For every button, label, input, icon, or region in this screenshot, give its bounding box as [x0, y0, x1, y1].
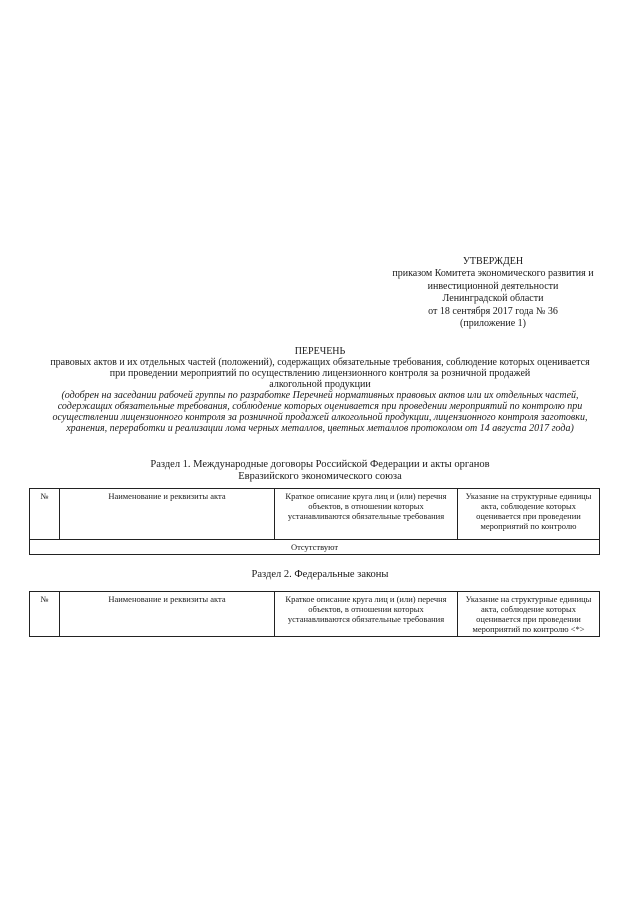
col-structural-units-header: Указание на структурные единицы акта, соблюдение которых оценивается при проведении мероприятий по контролю	[458, 489, 600, 540]
approval-stamp	[370, 256, 616, 330]
document-subtitle: алкогольной продукции	[269, 379, 371, 390]
approval-title: УТВЕРЖДЕН	[462, 256, 524, 267]
document-title: ПЕРЕЧЕНЬ	[294, 346, 346, 357]
col-act-name-header: Наименование и реквизиты акта	[60, 592, 275, 637]
table-row	[30, 540, 600, 555]
section-1-table	[29, 488, 600, 555]
document-subtitle: правовых актов и их отдельных частей (положений), содержащих обязательные требования, соблюдение которых оценивается	[50, 357, 590, 368]
document-subtitle: при проведении мероприятий по осуществлению лицензионного контроля за розничной продажей	[109, 368, 531, 379]
col-description-header: Краткое описание круга лиц и (или) перечня объектов, в отношении которых устанавливаются обязательные требования	[275, 489, 458, 540]
approval-region: Ленинградской области	[442, 293, 544, 305]
col-number-header: №	[30, 592, 60, 637]
section-1-title-line: Раздел 1. Международные договоры Российской Федерации и акты органов	[150, 459, 490, 470]
approval-note: хранения, переработки и реализации лома черных металлов, цветных металлов протоколом от 14 августа 2017 года)	[66, 423, 574, 434]
document-heading	[20, 346, 620, 434]
approval-note: осуществлении лицензионного контроля за розничной продажей алкогольной продукции, лицензионного контроля заготовки,	[52, 412, 588, 423]
approval-date: от 18 сентября 2017 года № 36	[428, 305, 558, 317]
empty-row-text: Отсутствуют	[30, 540, 600, 555]
col-structural-units-header: Указание на структурные единицы акта, соблюдение которых оценивается при проведении мероприятий по контролю <*>	[458, 592, 600, 637]
section-2-title: Раздел 2. Федеральные законы	[251, 569, 389, 580]
approval-appendix: (приложение 1)	[460, 318, 526, 330]
approval-note: (одобрен на заседании рабочей группы по разработке Перечней нормативных правовых актов или их отдельных частей,	[61, 390, 579, 401]
approval-order-line: инвестиционной деятельности	[427, 280, 559, 292]
table-header-row	[30, 592, 600, 637]
table-header-row	[30, 489, 600, 540]
approval-note: содержащих обязательные требования, соблюдение которых оценивается при проведении мероприятий по контролю при	[57, 401, 583, 412]
col-description-header: Краткое описание круга лиц и (или) перечня объектов, в отношении которых устанавливаются обязательные требования	[275, 592, 458, 637]
approval-order-line: приказом Комитета экономического развития и	[392, 268, 594, 280]
col-number-header: №	[30, 489, 60, 540]
col-act-name-header: Наименование и реквизиты акта	[60, 489, 275, 540]
section-2-table	[29, 591, 600, 637]
section-1-title	[60, 459, 580, 483]
section-1-title-line: Евразийского экономического союза	[238, 471, 402, 482]
